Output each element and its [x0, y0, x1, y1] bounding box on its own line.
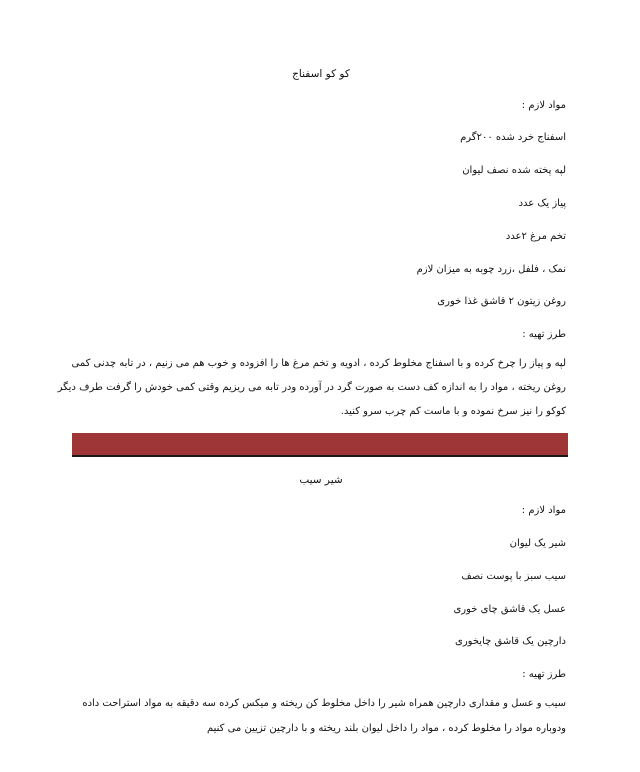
- ingredient-item: نمک ، فلفل ،زرد چوبه به میزان لازم: [416, 264, 566, 275]
- recipe-title: کو کو اسفناج: [292, 68, 350, 80]
- ingredient-item: دارچین یک قاشق چایخوری: [455, 636, 566, 647]
- ingredient-item: عسل یک قاشق چای خوری: [453, 604, 566, 615]
- method-heading: طرز تهیه :: [522, 669, 566, 680]
- ingredient-item: روغن زیتون ۲ قاشق غذا خوری: [437, 296, 566, 307]
- ingredient-item: سیب سبز با پوست نصف: [461, 571, 566, 582]
- ingredients-heading: مواد لازم :: [521, 505, 566, 516]
- ingredient-item: پیاز یک عدد: [518, 198, 566, 209]
- ingredient-item: لپه پخته شده نصف لیوان: [462, 165, 566, 176]
- method-heading: طرز تهیه :: [522, 329, 566, 340]
- ingredient-item: تخم مرغ ۲عدد: [505, 231, 566, 242]
- ingredient-item: شیر یک لیوان: [509, 538, 566, 549]
- method-line: روغن ریخته ، مواد را به اندازه کف دست به صورت گرد در آورده ودر تابه می ریزیم وقتی کمی خودش را گرفت طرف دیگر: [57, 382, 566, 393]
- ingredients-heading: مواد لازم :: [521, 100, 566, 111]
- method-line: ودوباره مواد را مخلوط کرده ، مواد را داخل لیوان بلند ریخته و با دارچین تزیین می کنیم: [206, 723, 566, 734]
- recipe-title: شیر سیب: [299, 474, 343, 486]
- ingredient-item: اسفناج خرد شده ۲۰۰گرم: [460, 132, 566, 143]
- method-line: سیب و عسل و مقداری دارچین همراه شیر را داخل مخلوط کن ریخته و میکس کرده سه دقیقه به مواد استراحت داده: [82, 698, 566, 709]
- section-divider: [72, 433, 568, 457]
- method-line: کوکو را نیز سرخ نموده و با ماست کم چرب سرو کنید.: [340, 406, 566, 417]
- method-line: لپه و پیاز را چرخ کرده و با اسفناج مخلوط کرده ، ادویه و تخم مرغ ها را افزوده و خوب هم می زنیم ، در تابه چدنی کمی: [71, 358, 566, 369]
